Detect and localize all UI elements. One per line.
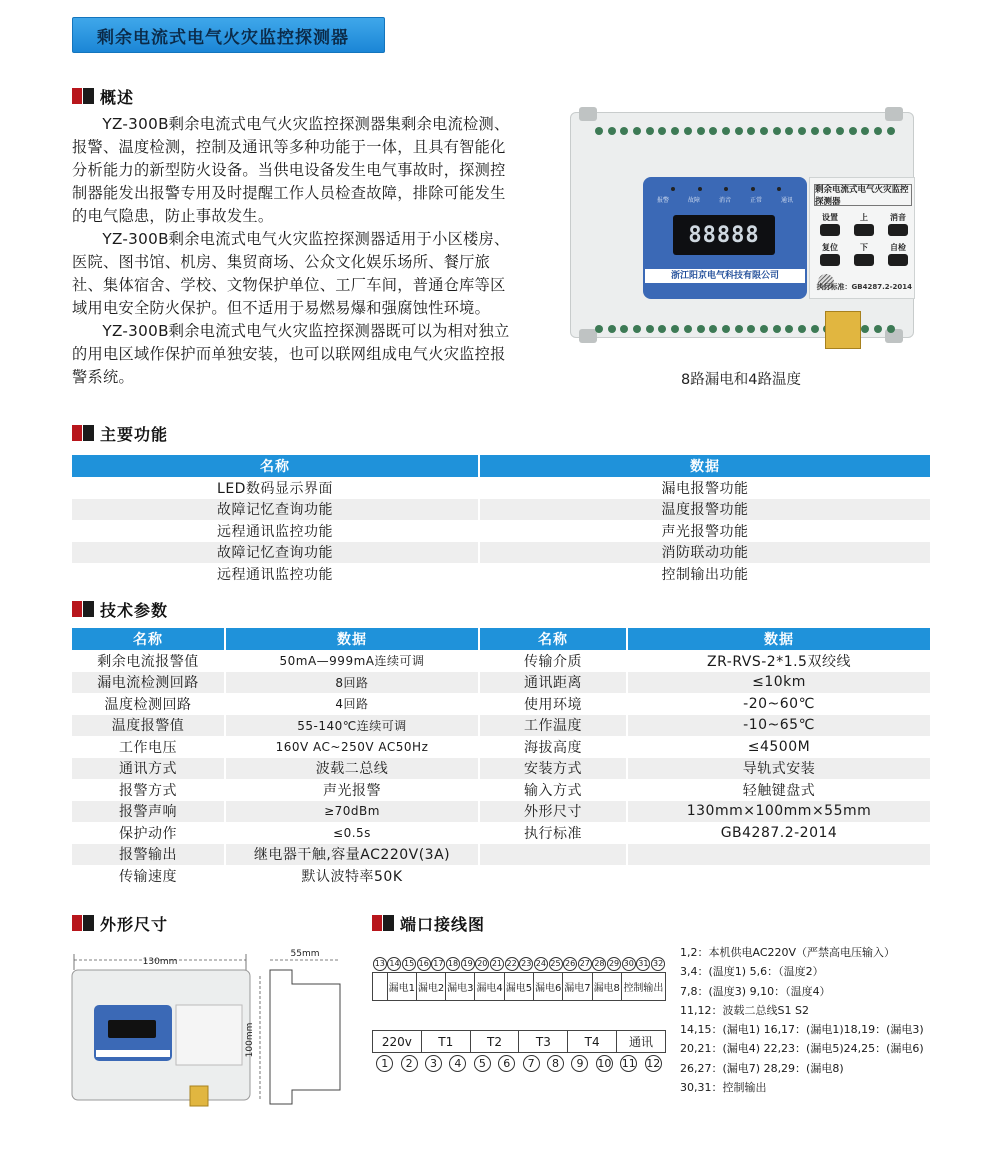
device-key-up: 上	[850, 212, 878, 238]
table-row: 漏电流检测回路 8回路 通讯距离 ≤10km	[72, 672, 930, 694]
device-housing	[570, 112, 914, 338]
overview-paragraph-3: YZ-300B剩余电流式电气火灾监控探测器既可以为相对独立的用电区域作保护而单独安装，也可以联网组成电气火灾监控报警系统。	[72, 322, 510, 386]
table-row: 通讯方式 波载二总线 安装方式 导轨式安装	[72, 758, 930, 780]
terminal-label-bottom: 通讯	[617, 1031, 666, 1053]
terminal-number-icon: 9	[571, 1055, 588, 1072]
terminal-number-icon: 6	[498, 1055, 515, 1072]
device-key-selftest: 自检	[884, 242, 912, 268]
functions-table	[72, 455, 930, 585]
terminal-label-top: 漏电6	[534, 972, 563, 1000]
led-labels: 报警 故障 消音 正常 通讯	[657, 197, 793, 204]
terminal-number-top	[607, 956, 622, 972]
terminal-number-bottom	[641, 1053, 666, 1075]
terminal-number-icon: 30	[622, 957, 636, 971]
wiring-note: 20,21：(漏电4) 22,23：(漏电5)24,25：(漏电6)	[680, 1042, 924, 1056]
terminal-number-icon: 11	[621, 1057, 636, 1071]
table-row: 剩余电流报警值 50mA—999mA连续可调 传输介质 ZR-RVS-2*1.5双绞线	[72, 650, 930, 672]
device-photo	[566, 104, 916, 344]
section-marker-icon	[72, 601, 94, 617]
device-brand: 浙江阳京电气科技有限公司	[645, 269, 805, 283]
terminal-label-blank	[373, 972, 388, 1000]
terminal-number-icon: 2	[401, 1055, 418, 1072]
table-row: LED数码显示界面 漏电报警功能	[72, 477, 930, 499]
terminal-number-top	[504, 956, 519, 972]
terminal-label-bottom: 220v	[373, 1031, 422, 1053]
terminal-number-icon: 5	[474, 1055, 491, 1072]
column-header: 数据	[225, 628, 479, 650]
device-key-mute: 消音	[884, 212, 912, 238]
page-title-banner	[72, 17, 385, 53]
table-header-row	[72, 628, 930, 650]
table-row: 保护动作 ≤0.5s 执行标准 GB4287.2-2014	[72, 822, 930, 844]
dimension-drawing	[60, 940, 360, 1140]
terminal-number-icon: 28	[592, 957, 606, 971]
terminal-label-bottom: T3	[519, 1031, 568, 1053]
terminal-number-icon: 13	[373, 957, 387, 971]
table-row: 远程通讯监控功能 声光报警功能	[72, 520, 930, 542]
terminal-number-top	[387, 956, 402, 972]
terminal-label-top: 漏电1	[387, 972, 416, 1000]
terminal-number-bottom	[421, 1053, 445, 1075]
top-terminal-strip	[372, 956, 666, 1001]
terminal-number-bottom	[543, 1053, 567, 1075]
section-marker-icon	[72, 425, 94, 441]
terminal-number-top	[563, 956, 578, 972]
terminal-number-icon: 24	[534, 957, 548, 971]
section-marker-icon	[372, 915, 394, 931]
wiring-note: 11,12：波载二总线S1 S2	[680, 1003, 809, 1017]
terminal-label-bottom: T1	[421, 1031, 470, 1053]
terminal-number-icon: 16	[417, 957, 431, 971]
terminal-number-icon: 15	[402, 957, 416, 971]
terminal-number-icon: 20	[475, 957, 489, 971]
table-row: 远程通讯监控功能 控制输出功能	[72, 563, 930, 585]
bottom-terminal-strip	[372, 1030, 666, 1075]
width-label: 130mm	[142, 957, 178, 967]
terminal-number-icon: 25	[549, 957, 563, 971]
terminal-number-bottom	[470, 1053, 494, 1075]
terminal-number-top	[651, 956, 666, 972]
terminal-number-icon: 3	[425, 1055, 442, 1072]
terminal-number-top	[446, 956, 461, 972]
terminal-number-icon: 18	[446, 957, 460, 971]
wiring-notes	[680, 943, 980, 1097]
terminal-number-top	[373, 956, 388, 972]
device-caption: 8路漏电和4路温度	[681, 372, 801, 388]
overview-paragraph-1: YZ-300B剩余电流式电气火灾监控探测器集剩余电流检测、报警、温度检测，控制及通讯等多种功能于一体，且具有智能化分析能力的新型防火设备。当供电设备发生电气事故时，探测控制器能发出报警专用及时提醒工作人员检查故障，排除可能发生的电气隐患，防止事故发生。	[72, 115, 510, 225]
wiring-note: 26,27：(漏电7) 28,29：(漏电8)	[680, 1061, 844, 1075]
terminal-number-bottom	[495, 1053, 519, 1075]
terminal-block	[825, 311, 861, 349]
column-header: 数据	[627, 628, 930, 650]
page-title: 剩余电流式电气火灾监控探测器	[97, 27, 349, 48]
terminal-label-top: 漏电4	[475, 972, 504, 1000]
wiring-note: 14,15：(漏电1) 16,17：(漏电1)18,19：(漏电3)	[680, 1023, 924, 1037]
terminal-number-top	[431, 956, 446, 972]
device-key-panel	[809, 177, 915, 299]
led-display: 88888	[673, 215, 775, 255]
functions-heading: 主要功能	[72, 422, 168, 444]
terminal-number-icon: 26	[563, 957, 577, 971]
terminal-number-top	[592, 956, 607, 972]
section-marker-icon	[72, 88, 94, 104]
terminal-number-icon: 19	[461, 957, 475, 971]
column-header: 名称	[72, 628, 225, 650]
terminal-number-icon: 10	[597, 1057, 612, 1071]
terminal-number-bottom	[568, 1053, 592, 1075]
terminal-number-top	[402, 956, 417, 972]
terminal-number-top	[534, 956, 549, 972]
terminal-number-icon: 4	[449, 1055, 466, 1072]
terminal-number-top	[490, 956, 505, 972]
wiring-note: 1,2：本机供电AC220V（严禁高电压输入）	[680, 946, 896, 959]
terminal-number-icon: 29	[607, 957, 621, 971]
terminal-label-top: 控制输出	[621, 972, 665, 1000]
terminal-number-bottom	[373, 1053, 397, 1075]
terminal-number-icon: 12	[646, 1057, 661, 1071]
device-key-set: 设置	[816, 212, 844, 238]
terminal-number-icon: 27	[578, 957, 592, 971]
wiring-heading: 端口接线图	[372, 912, 485, 934]
overview-paragraph-2: YZ-300B剩余电流式电气火灾监控探测器适用于小区楼房、医院、图书馆、机房、集贸商场、公众文化娱乐场所、餐厅旅社、集体宿舍、学校、文物保护单位、工厂车间，普通仓库等区域用电安全防火保护。但不适用于易燃易爆和强腐蚀性环境。	[72, 230, 510, 317]
terminal-number-top	[621, 956, 636, 972]
terminal-number-top	[475, 956, 490, 972]
terminal-label-top: 漏电2	[416, 972, 445, 1000]
terminal-number-bottom	[617, 1053, 641, 1075]
device-key-down: 下	[850, 242, 878, 268]
terminal-label-top: 漏电3	[446, 972, 475, 1000]
terminal-number-icon: 8	[547, 1055, 564, 1072]
terminal-label-top: 漏电8	[592, 972, 621, 1000]
terminal-label-top: 漏电7	[563, 972, 592, 1000]
section-marker-icon	[72, 915, 94, 931]
terminal-number-bottom	[519, 1053, 543, 1075]
terminal-number-top	[548, 956, 563, 972]
table-row: 温度检测回路 4回路 使用环境 -20~60℃	[72, 693, 930, 715]
terminal-number-icon: 23	[519, 957, 533, 971]
terminal-number-icon: 32	[651, 957, 665, 971]
wiring-note: 3,4：(温度1) 5,6：（温度2）	[680, 965, 824, 979]
params-heading: 技术参数	[72, 598, 168, 620]
table-row: 报警声响 ≥70dBm 外形尺寸 130mm×100mm×55mm	[72, 801, 930, 823]
terminal-number-bottom	[592, 1053, 616, 1075]
terminal-number-icon: 1	[376, 1055, 393, 1072]
terminal-number-top	[416, 956, 431, 972]
terminal-number-icon: 21	[490, 957, 504, 971]
terminal-number-top	[519, 956, 534, 972]
terminal-label-bottom: T2	[470, 1031, 519, 1053]
terminal-number-icon: 7	[523, 1055, 540, 1072]
table-row: 工作电压 160V AC~250V AC50Hz 海拔高度 ≤4500M	[72, 736, 930, 758]
table-row: 报警输出 继电器干触,容量AC220V(3A)	[72, 844, 930, 866]
terminal-number-top	[636, 956, 651, 972]
terminal-label-bottom: T4	[568, 1031, 617, 1053]
column-header: 名称	[479, 628, 627, 650]
terminal-number-icon: 22	[505, 957, 519, 971]
params-table	[72, 628, 930, 887]
table-header-row	[72, 455, 930, 477]
terminal-label-top: 漏电5	[504, 972, 533, 1000]
wiring-note: 30,31：控制输出	[680, 1081, 767, 1095]
height-label: 100mm	[245, 1022, 255, 1058]
table-row: 故障记忆查询功能 消防联动功能	[72, 542, 930, 564]
terminal-number-bottom	[446, 1053, 470, 1075]
terminal-number-bottom	[397, 1053, 421, 1075]
device-key-reset: 复位	[816, 242, 844, 268]
device-front-panel	[643, 177, 807, 299]
depth-label: 55mm	[290, 949, 320, 959]
table-row: 传输速度 默认波特率50K	[72, 865, 930, 887]
column-header: 数据	[479, 455, 930, 477]
terminal-number-top	[577, 956, 592, 972]
terminal-number-top	[460, 956, 475, 972]
device-panel-title: 剩余电流式电气火灾监控探测器	[814, 184, 912, 206]
terminal-number-icon: 31	[636, 957, 650, 971]
table-row: 温度报警值 55-140℃连续可调 工作温度 -10~65℃	[72, 715, 930, 737]
column-header: 名称	[72, 455, 479, 477]
dimensions-heading: 外形尺寸	[72, 912, 168, 934]
terminal-number-icon: 17	[431, 957, 445, 971]
table-row: 故障记忆查询功能 温度报警功能	[72, 499, 930, 521]
device-standard: 执行标准：GB4287.2-2014	[816, 283, 912, 291]
table-row: 报警方式 声光报警 输入方式 轻触键盘式	[72, 779, 930, 801]
terminal-number-icon: 14	[387, 957, 401, 971]
overview-heading: 概述	[72, 85, 134, 107]
wiring-note: 7,8：(温度3) 9,10：（温度4）	[680, 984, 831, 998]
overview-text	[72, 113, 518, 389]
